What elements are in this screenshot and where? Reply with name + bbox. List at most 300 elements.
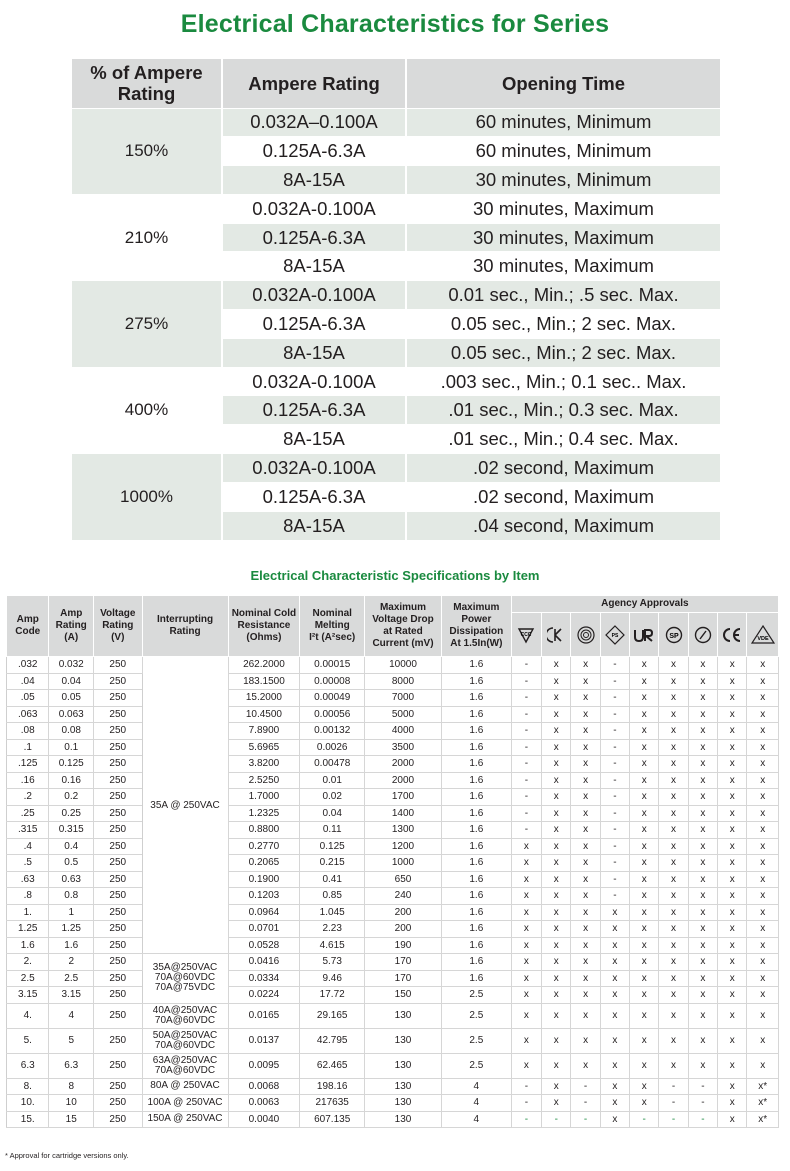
agency-approval-cell: x — [747, 871, 779, 888]
voltage-drop-cell: 1700 — [365, 789, 442, 806]
voltage-drop-cell: 1400 — [365, 805, 442, 822]
agency-approval-cell: x — [688, 937, 717, 954]
agency-approval-cell: x — [571, 690, 600, 707]
agency-approval-cell: x — [659, 1003, 688, 1028]
amp-code-cell: 3.15 — [7, 987, 49, 1004]
agency-approval-cell: - — [600, 855, 629, 872]
melting-i2t-cell: 5.73 — [300, 954, 365, 971]
ampere-rating-cell: 0.125A-6.3A — [222, 223, 406, 252]
agency-approval-cell: x — [511, 871, 541, 888]
agency-approval-cell: x — [630, 772, 659, 789]
power-dissipation-cell: 1.6 — [441, 772, 511, 789]
agency-approval-cell: x — [630, 1028, 659, 1053]
agency-approval-cell: x — [718, 739, 747, 756]
voltage-rating-cell: 250 — [93, 1053, 142, 1078]
agency-approval-cell: x — [659, 673, 688, 690]
header-agency-approvals: Agency Approvals — [511, 596, 778, 613]
agency-approval-cell: x — [688, 954, 717, 971]
agency-approval-cell: x — [747, 888, 779, 905]
interrupting-rating-cell: 150A @ 250VAC — [142, 1111, 228, 1128]
header-voltage-rating: Voltage Rating (V) — [93, 596, 142, 657]
agency-approval-cell: x — [542, 739, 571, 756]
table-row — [7, 987, 779, 1004]
melting-i2t-cell: 17.72 — [300, 987, 365, 1004]
agency-approval-cell: x — [747, 673, 779, 690]
agency-approval-cell: x — [688, 1053, 717, 1078]
agency-approval-cell: x — [571, 805, 600, 822]
cold-resistance-cell: 2.5250 — [228, 772, 300, 789]
agency-approval-cell: x — [542, 706, 571, 723]
amp-code-cell: 1. — [7, 904, 49, 921]
agency-approval-cell: x — [542, 1095, 571, 1112]
power-dissipation-cell: 1.6 — [441, 855, 511, 872]
agency-approval-cell: - — [688, 1078, 717, 1095]
agency-approval-cell: x* — [747, 1095, 779, 1112]
agency-approval-cell: x — [600, 937, 629, 954]
header-melting-i2t: Nominal Melting I²t (A²sec) — [300, 596, 365, 657]
agency-approval-cell: x — [542, 723, 571, 740]
agency-approval-cell: x — [630, 805, 659, 822]
cqc-icon — [571, 613, 600, 657]
agency-approval-cell: x — [659, 921, 688, 938]
agency-approval-cell: x — [542, 822, 571, 839]
voltage-drop-cell: 4000 — [365, 723, 442, 740]
amp-code-cell: 4. — [7, 1003, 49, 1028]
agency-approval-cell: x — [571, 970, 600, 987]
voltage-rating-cell: 250 — [93, 871, 142, 888]
ampere-rating-cell: 0.125A-6.3A — [222, 310, 406, 339]
table-row — [7, 772, 779, 789]
table-row — [72, 194, 720, 223]
agency-approval-cell: x — [718, 1111, 747, 1128]
voltage-rating-cell: 250 — [93, 805, 142, 822]
voltage-rating-cell: 250 — [93, 657, 142, 674]
agency-approval-cell: x — [688, 723, 717, 740]
agency-approval-cell: x — [600, 1053, 629, 1078]
agency-approval-cell: - — [600, 690, 629, 707]
voltage-drop-cell: 130 — [365, 1111, 442, 1128]
amp-code-cell: 6.3 — [7, 1053, 49, 1078]
agency-approval-cell: x — [718, 673, 747, 690]
agency-approval-cell: x — [747, 937, 779, 954]
agency-approval-cell: x — [600, 1003, 629, 1028]
agency-approval-cell: - — [511, 673, 541, 690]
agency-approval-cell: x — [688, 855, 717, 872]
header-pct-ampere-rating: % of Ampere Rating — [72, 59, 222, 108]
agency-approval-cell: x — [688, 1028, 717, 1053]
table-row — [72, 281, 720, 310]
voltage-drop-cell: 170 — [365, 954, 442, 971]
agency-approval-cell: x — [630, 904, 659, 921]
agency-approval-cell: x — [747, 1053, 779, 1078]
agency-approval-cell: x — [511, 937, 541, 954]
agency-approval-cell: x — [747, 756, 779, 773]
header-amp-rating: Amp Rating (A) — [49, 596, 94, 657]
agency-approval-cell: x — [600, 970, 629, 987]
cold-resistance-cell: 0.0068 — [228, 1078, 300, 1095]
cold-resistance-cell: 0.0165 — [228, 1003, 300, 1028]
agency-approval-cell: x — [659, 772, 688, 789]
agency-approval-cell: x — [571, 838, 600, 855]
specifications-title: Electrical Characteristic Specifications by Item — [250, 568, 540, 583]
voltage-rating-cell: 250 — [93, 690, 142, 707]
agency-approval-cell: x — [571, 756, 600, 773]
agency-approval-cell: x — [630, 987, 659, 1004]
melting-i2t-cell: 1.045 — [300, 904, 365, 921]
voltage-drop-cell: 1000 — [365, 855, 442, 872]
amp-rating-cell: 0.5 — [49, 855, 94, 872]
agency-approval-cell: x — [542, 1078, 571, 1095]
agency-approval-cell: x — [718, 1078, 747, 1095]
power-dissipation-cell: 4 — [441, 1078, 511, 1095]
header-amp-code: Amp Code — [7, 596, 49, 657]
agency-approval-cell: x — [571, 855, 600, 872]
agency-approval-cell: - — [659, 1078, 688, 1095]
table-row — [7, 921, 779, 938]
agency-approval-cell: x — [688, 822, 717, 839]
pct-rating-cell: 1000% — [72, 454, 222, 540]
cold-resistance-cell: 0.8800 — [228, 822, 300, 839]
table-row — [72, 108, 720, 137]
agency-approval-cell: x — [630, 739, 659, 756]
agency-approval-cell: x — [659, 871, 688, 888]
agency-approval-cell: x — [630, 690, 659, 707]
ur-icon — [630, 613, 659, 657]
ce-icon — [718, 613, 747, 657]
agency-approval-cell: - — [511, 822, 541, 839]
header-interrupting-rating: Interrupting Rating — [142, 596, 228, 657]
amp-rating-cell: 1.6 — [49, 937, 94, 954]
pct-rating-cell: 210% — [72, 194, 222, 280]
agency-approval-cell: - — [688, 1095, 717, 1112]
agency-approval-cell: x — [659, 1053, 688, 1078]
agency-approval-cell: x — [747, 1003, 779, 1028]
table-row — [7, 871, 779, 888]
agency-approval-cell: - — [659, 1095, 688, 1112]
opening-time-table — [72, 59, 720, 540]
agency-approval-cell: x — [688, 772, 717, 789]
power-dissipation-cell: 4 — [441, 1095, 511, 1112]
agency-approval-cell: x — [659, 706, 688, 723]
interrupting-rating-cell: 63A@250VAC 70A@60VDC — [142, 1053, 228, 1078]
agency-approval-cell: x — [718, 937, 747, 954]
agency-approval-cell: - — [511, 739, 541, 756]
table-row — [7, 1003, 779, 1028]
agency-approval-cell: x — [659, 756, 688, 773]
agency-approval-cell: x — [542, 888, 571, 905]
voltage-rating-cell: 250 — [93, 888, 142, 905]
ampere-rating-cell: 8A-15A — [222, 425, 406, 454]
melting-i2t-cell: 0.11 — [300, 822, 365, 839]
agency-approval-cell: - — [511, 723, 541, 740]
agency-approval-cell: x — [571, 987, 600, 1004]
melting-i2t-cell: 0.02 — [300, 789, 365, 806]
amp-rating-cell: 0.125 — [49, 756, 94, 773]
agency-approval-cell: x — [747, 1028, 779, 1053]
voltage-drop-cell: 130 — [365, 1078, 442, 1095]
agency-approval-cell: x — [630, 1095, 659, 1112]
agency-approval-cell: x — [688, 1003, 717, 1028]
agency-approval-cell: x — [542, 756, 571, 773]
agency-approval-cell: x — [659, 822, 688, 839]
agency-approval-cell: x — [747, 723, 779, 740]
header-ampere-rating: Ampere Rating — [222, 59, 406, 108]
agency-approval-cell: x — [600, 1028, 629, 1053]
agency-approval-cell: - — [600, 888, 629, 905]
table-row — [7, 855, 779, 872]
header-voltage-drop: Maximum Voltage Drop at Rated Current (mV) — [365, 596, 442, 657]
agency-approval-cell: x — [630, 657, 659, 674]
agency-approval-cell: x — [688, 673, 717, 690]
power-dissipation-cell: 2.5 — [441, 1003, 511, 1028]
amp-code-cell: .25 — [7, 805, 49, 822]
cold-resistance-cell: 0.0416 — [228, 954, 300, 971]
svg-text:PS: PS — [611, 632, 619, 639]
cold-resistance-cell: 0.0528 — [228, 937, 300, 954]
agency-approval-cell: x — [718, 772, 747, 789]
agency-approval-cell: x — [511, 1053, 541, 1078]
agency-approval-cell: x — [659, 937, 688, 954]
table-row — [7, 789, 779, 806]
cold-resistance-cell: 0.0701 — [228, 921, 300, 938]
agency-approval-cell: - — [600, 723, 629, 740]
voltage-rating-cell: 250 — [93, 970, 142, 987]
voltage-drop-cell: 130 — [365, 1053, 442, 1078]
amp-code-cell: 2. — [7, 954, 49, 971]
table-row — [7, 838, 779, 855]
agency-approval-cell: x — [747, 987, 779, 1004]
agency-approval-cell: x — [630, 970, 659, 987]
power-dissipation-cell: 1.6 — [441, 805, 511, 822]
opening-time-cell: .02 second, Maximum — [406, 482, 720, 511]
voltage-rating-cell: 250 — [93, 954, 142, 971]
voltage-rating-cell: 250 — [93, 1003, 142, 1028]
ampere-rating-cell: 0.032A–0.100A — [222, 108, 406, 137]
agency-approval-cell: - — [600, 822, 629, 839]
voltage-rating-cell: 250 — [93, 921, 142, 938]
amp-rating-cell: 6.3 — [49, 1053, 94, 1078]
ampere-rating-cell: 8A-15A — [222, 511, 406, 540]
interrupting-rating-cell: 40A@250VAC 70A@60VDC — [142, 1003, 228, 1028]
opening-time-cell: .02 second, Maximum — [406, 454, 720, 483]
agency-approval-cell: - — [511, 789, 541, 806]
opening-time-cell: 30 minutes, Minimum — [406, 166, 720, 195]
table-row — [7, 954, 779, 971]
voltage-rating-cell: 250 — [93, 1111, 142, 1128]
agency-approval-cell: x — [747, 921, 779, 938]
agency-approval-cell: x — [718, 855, 747, 872]
agency-approval-cell: - — [511, 756, 541, 773]
voltage-rating-cell: 250 — [93, 937, 142, 954]
agency-approval-cell: x — [600, 987, 629, 1004]
agency-approval-cell: - — [600, 805, 629, 822]
agency-approval-cell: - — [600, 838, 629, 855]
specifications-table — [6, 595, 779, 1128]
agency-approval-cell: x — [542, 772, 571, 789]
melting-i2t-cell: 0.04 — [300, 805, 365, 822]
table-row — [7, 1053, 779, 1078]
voltage-drop-cell: 170 — [365, 970, 442, 987]
agency-approval-cell: x — [571, 789, 600, 806]
agency-approval-cell: x* — [747, 1078, 779, 1095]
pse-icon — [600, 613, 629, 657]
cold-resistance-cell: 0.1203 — [228, 888, 300, 905]
agency-approval-cell: x — [659, 954, 688, 971]
agency-approval-cell: x — [718, 888, 747, 905]
melting-i2t-cell: 0.01 — [300, 772, 365, 789]
voltage-drop-cell: 130 — [365, 1003, 442, 1028]
agency-approval-cell: x — [630, 937, 659, 954]
melting-i2t-cell: 607.135 — [300, 1111, 365, 1128]
power-dissipation-cell: 1.6 — [441, 888, 511, 905]
agency-approval-cell: x — [542, 1003, 571, 1028]
ampere-rating-cell: 8A-15A — [222, 338, 406, 367]
agency-approval-cell: x — [718, 723, 747, 740]
voltage-rating-cell: 250 — [93, 855, 142, 872]
agency-approval-cell: - — [688, 1111, 717, 1128]
power-dissipation-cell: 1.6 — [441, 904, 511, 921]
agency-approval-cell: x — [688, 871, 717, 888]
cold-resistance-cell: 183.1500 — [228, 673, 300, 690]
table-row — [7, 1028, 779, 1053]
agency-approval-cell: - — [600, 789, 629, 806]
agency-approval-cell: x — [659, 723, 688, 740]
amp-code-cell: .032 — [7, 657, 49, 674]
csa-icon — [659, 613, 688, 657]
agency-approval-cell: x — [630, 1003, 659, 1028]
agency-approval-cell: x — [630, 838, 659, 855]
agency-approval-cell: - — [511, 1095, 541, 1112]
amp-rating-cell: 0.315 — [49, 822, 94, 839]
agency-approval-cell: x — [688, 690, 717, 707]
opening-time-cell: 60 minutes, Minimum — [406, 108, 720, 137]
agency-approval-cell: x — [659, 789, 688, 806]
amp-rating-cell: 0.2 — [49, 789, 94, 806]
agency-approval-cell: x — [542, 871, 571, 888]
voltage-drop-cell: 650 — [365, 871, 442, 888]
voltage-drop-cell: 1300 — [365, 822, 442, 839]
amp-rating-cell: 0.032 — [49, 657, 94, 674]
opening-time-cell: .01 sec., Min.; 0.3 sec. Max. — [406, 396, 720, 425]
table-row — [7, 822, 779, 839]
amp-code-cell: .63 — [7, 871, 49, 888]
agency-approval-cell: x — [511, 855, 541, 872]
agency-approval-cell: x — [718, 904, 747, 921]
power-dissipation-cell: 4 — [441, 1111, 511, 1128]
interrupting-rating-cell: 80A @ 250VAC — [142, 1078, 228, 1095]
power-dissipation-cell: 2.5 — [441, 987, 511, 1004]
agency-approval-cell: - — [571, 1095, 600, 1112]
amp-code-cell: .08 — [7, 723, 49, 740]
agency-approval-cell: x — [542, 673, 571, 690]
interrupting-rating-cell: 50A@250VAC 70A@60VDC — [142, 1028, 228, 1053]
ampere-rating-cell: 8A-15A — [222, 252, 406, 281]
agency-approval-cell: x — [571, 1028, 600, 1053]
agency-approval-cell: x — [630, 822, 659, 839]
agency-approval-cell: x — [571, 706, 600, 723]
voltage-rating-cell: 250 — [93, 822, 142, 839]
table-row — [7, 706, 779, 723]
agency-approval-cell: x — [688, 805, 717, 822]
ampere-rating-cell: 0.125A-6.3A — [222, 396, 406, 425]
agency-approval-cell: x — [571, 673, 600, 690]
voltage-drop-cell: 150 — [365, 987, 442, 1004]
table-row — [7, 723, 779, 740]
agency-approval-cell: x — [747, 904, 779, 921]
power-dissipation-cell: 1.6 — [441, 657, 511, 674]
agency-approval-cell: x — [659, 838, 688, 855]
agency-approval-cell: x — [630, 706, 659, 723]
melting-i2t-cell: 0.00132 — [300, 723, 365, 740]
agency-approval-cell: x — [718, 987, 747, 1004]
opening-time-cell: 30 minutes, Maximum — [406, 252, 720, 281]
melting-i2t-cell: 0.125 — [300, 838, 365, 855]
ampere-rating-cell: 0.032A-0.100A — [222, 454, 406, 483]
amp-code-cell: 2.5 — [7, 970, 49, 987]
ampere-rating-cell: 0.032A-0.100A — [222, 281, 406, 310]
amp-rating-cell: 4 — [49, 1003, 94, 1028]
header-opening-time: Opening Time — [406, 59, 720, 108]
melting-i2t-cell: 198.16 — [300, 1078, 365, 1095]
voltage-rating-cell: 250 — [93, 723, 142, 740]
voltage-drop-cell: 200 — [365, 921, 442, 938]
agency-approval-cell: x — [571, 1003, 600, 1028]
amp-code-cell: .063 — [7, 706, 49, 723]
power-dissipation-cell: 1.6 — [441, 822, 511, 839]
opening-time-cell: 30 minutes, Maximum — [406, 223, 720, 252]
agency-approval-cell: x — [659, 970, 688, 987]
melting-i2t-cell: 0.00056 — [300, 706, 365, 723]
agency-approval-cell: - — [571, 1111, 600, 1128]
agency-approval-cell: x — [571, 739, 600, 756]
melting-i2t-cell: 42.795 — [300, 1028, 365, 1053]
agency-approval-cell: x — [542, 789, 571, 806]
agency-approval-cell: x — [688, 789, 717, 806]
agency-approval-cell: x — [659, 805, 688, 822]
agency-approval-cell: x — [542, 954, 571, 971]
agency-approval-cell: - — [511, 1078, 541, 1095]
table-row — [7, 756, 779, 773]
agency-approval-cell: x — [688, 706, 717, 723]
agency-approval-cell: x — [688, 756, 717, 773]
voltage-rating-cell: 250 — [93, 838, 142, 855]
cold-resistance-cell: 7.8900 — [228, 723, 300, 740]
agency-approval-cell: x — [600, 954, 629, 971]
agency-approval-cell: x — [747, 706, 779, 723]
agency-approval-cell: x — [571, 888, 600, 905]
agency-approval-cell: x — [747, 789, 779, 806]
voltage-drop-cell: 240 — [365, 888, 442, 905]
power-dissipation-cell: 1.6 — [441, 954, 511, 971]
power-dissipation-cell: 2.5 — [441, 1053, 511, 1078]
agency-approval-cell: x — [718, 822, 747, 839]
cold-resistance-cell: 0.1900 — [228, 871, 300, 888]
melting-i2t-cell: 29.165 — [300, 1003, 365, 1028]
agency-approval-cell: x — [659, 888, 688, 905]
cold-resistance-cell: 0.0063 — [228, 1095, 300, 1112]
opening-time-cell: 60 minutes, Minimum — [406, 137, 720, 166]
cold-resistance-cell: 0.0334 — [228, 970, 300, 987]
voltage-drop-cell: 5000 — [365, 706, 442, 723]
amp-code-cell: .05 — [7, 690, 49, 707]
agency-approval-cell: x — [718, 706, 747, 723]
vde-icon — [747, 613, 779, 657]
agency-approval-cell: x — [747, 772, 779, 789]
cold-resistance-cell: 0.0964 — [228, 904, 300, 921]
ampere-rating-cell: 0.032A-0.100A — [222, 194, 406, 223]
agency-approval-cell: x — [511, 1028, 541, 1053]
power-dissipation-cell: 1.6 — [441, 739, 511, 756]
